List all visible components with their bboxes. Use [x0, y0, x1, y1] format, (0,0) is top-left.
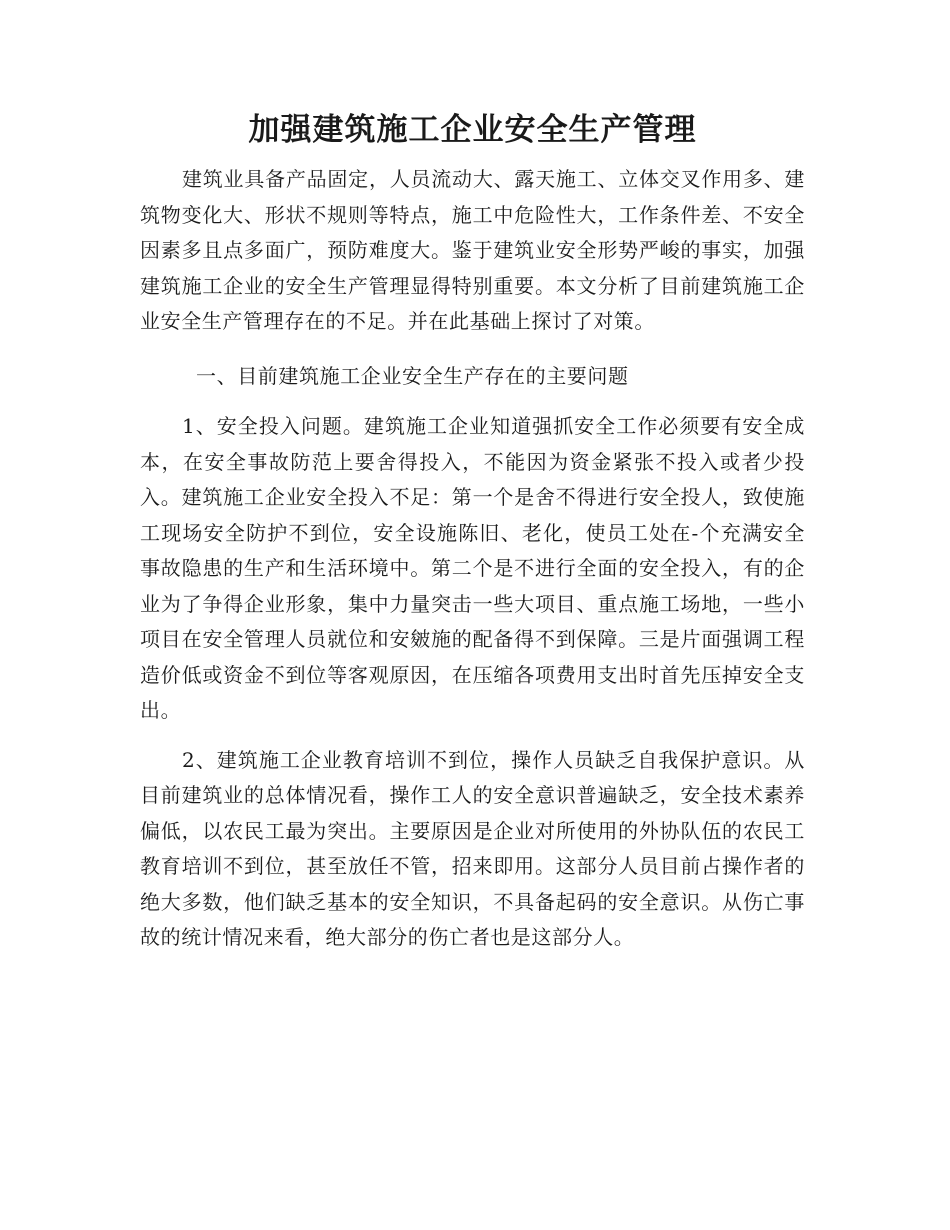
intro-paragraph: 建筑业具备产品固定，人员流动大、露天施工、立体交叉作用多、建筑物变化大、形状不规则等特点，施工中危险性大，工作条件差、不安全因素多且点多面广，预防难度大。鉴于建筑业安全形势严峻的事实，加强建筑施工企业的安全生产管理显得特别重要。本文分析了目前建筑施工企业安全生产管理存在的不足。并在此基础上探讨了对策。: [140, 167, 805, 333]
document-title: 加强建筑施工企业安全生产管理: [248, 112, 697, 148]
paragraph-item-1: 1、安全投入问题。建筑施工企业知道强抓安全工作必须要有安全成本，在安全事故防范上要舍得投入，不能因为资金紧张不投入或者少投入。建筑施工企业安全投入不足：第一个是舍不得进行安全投人，致使施工现场安全防护不到位，安全设施陈旧、老化，使员工处在-个充满安全事故隐患的生产和生活环境中。第二个是不进行全面的安全投入，有的企业为了争得企业形象，集中力量突击一些大项目、重点施工场地，一些小项目在安全管理人员就位和安皴施的配备得不到保障。三是片面强调工程造价低或资金不到位等客观原因，在压缩各项费用支出时首先压掉安全支出。: [140, 414, 805, 722]
paragraph-item-2: 2、建筑施工企业教育培训不到位，操作人员缺乏自我保护意识。从目前建筑业的总体情况看，操作工人的安全意识普遍缺乏，安全技术素养偏低，以农民工最为突出。主要原因是企业对所使用的外协队伍的农民工教育培训不到位，甚至放任不管，招来即用。这部分人员目前占操作者的绝大多数，他们缺乏基本的安全知识，不具备起码的安全意识。从伤亡事故的统计情况来看，绝大部分的伤亡者也是这部分人。: [140, 747, 805, 949]
section-heading: 一、目前建筑施工企业安全生产存在的主要问题: [196, 363, 629, 388]
document-page: [140, 110, 805, 956]
